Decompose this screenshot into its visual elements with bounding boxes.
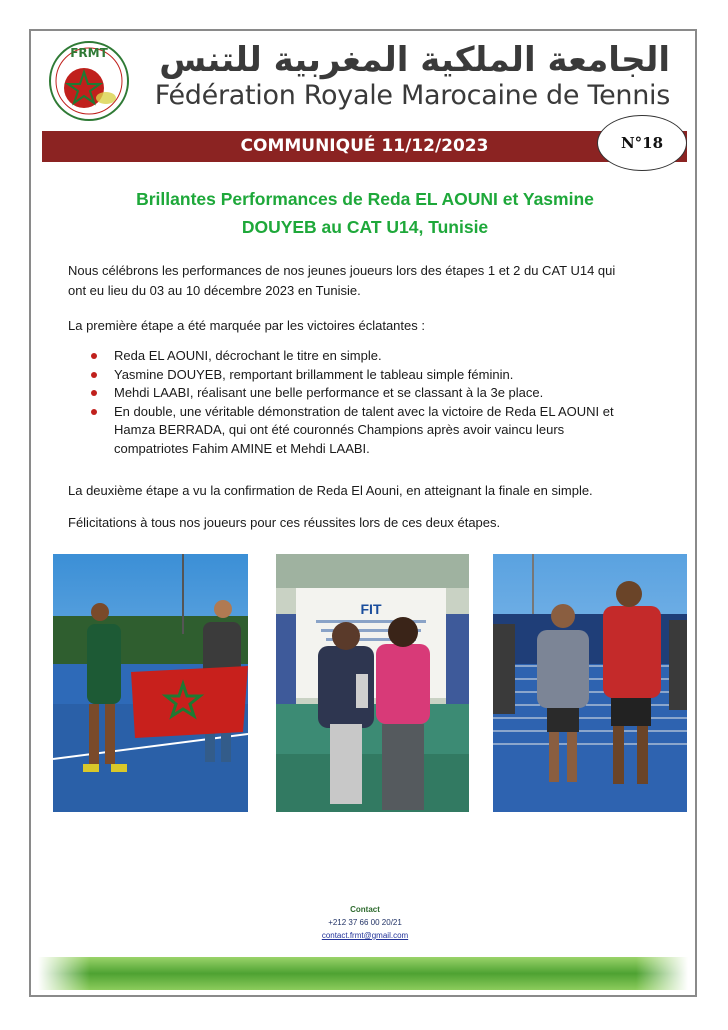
- list-item: En double, une véritable démonstration de talent avec la victoire de Reda EL AOUNI et Hamza BERRADA, qui ont été couronnés Champions après avoir vaincu leurs compatriotes Fahim AMINE et Mehdi LAABI.: [91, 403, 661, 459]
- article-headline: [60, 185, 670, 241]
- results-list: [91, 347, 661, 458]
- list-item: Mehdi LAABI, réalisant une belle performance et se classant à la 3e place.: [91, 384, 661, 403]
- congrats-paragraph: Félicitations à tous nos joueurs pour ces réussites lors de ces deux étapes.: [68, 515, 501, 530]
- intro-paragraph: [68, 261, 668, 301]
- federation-arabic-name: الجامعة الملكية المغربية للتنس: [159, 40, 670, 80]
- svg-text:FIT: FIT: [360, 601, 382, 617]
- list-item: Yasmine DOUYEB, remportant brillamment le tableau simple féminin.: [91, 366, 661, 385]
- headline-line-1: Brillantes Performances de Reda EL AOUNI et Yasmine: [136, 189, 594, 209]
- photo-reda-el-aouni-flag: [53, 554, 248, 812]
- photo-yasmine-douyeb-trophy: [276, 554, 469, 812]
- stage1-paragraph: La première étape a été marquée par les victoires éclatantes :: [68, 318, 425, 333]
- bullet-icon: [91, 353, 97, 359]
- contact-title: Contact: [350, 905, 380, 914]
- list-item: Reda EL AOUNI, décrochant le titre en simple.: [91, 347, 661, 366]
- federation-name: Fédération Royale Marocaine de Tennis: [154, 80, 670, 111]
- stage2-paragraph: La deuxième étape a vu la confirmation de Reda El Aouni, en atteignant la finale en simple.: [68, 483, 593, 498]
- communique-banner: [42, 131, 687, 162]
- communique-number-badge: N°18: [597, 115, 687, 171]
- svg-text:FRMT: FRMT: [70, 46, 108, 60]
- headline-line-2: DOUYEB au CAT U14, Tunisie: [241, 217, 489, 237]
- frmt-logo: [48, 40, 130, 122]
- bullet-icon: [91, 372, 97, 378]
- intro-line-2: ont eu lieu du 03 au 10 décembre 2023 en Tunisie.: [68, 283, 361, 298]
- contact-block: [200, 903, 530, 942]
- bullet-icon: [91, 390, 97, 396]
- photo-doubles-champions: [493, 554, 687, 812]
- contact-phone: +212 37 66 00 20/21: [328, 918, 402, 927]
- communique-title: COMMUNIQUÉ 11/12/2023: [240, 136, 489, 156]
- bullet-icon: [91, 409, 97, 415]
- intro-line-1: Nous célébrons les performances de nos jeunes joueurs lors des étapes 1 et 2 du CAT U14 qui: [68, 263, 616, 278]
- contact-email-link[interactable]: contact.frmt@gmail.com: [321, 931, 409, 940]
- grass-footer-strip: [38, 957, 688, 990]
